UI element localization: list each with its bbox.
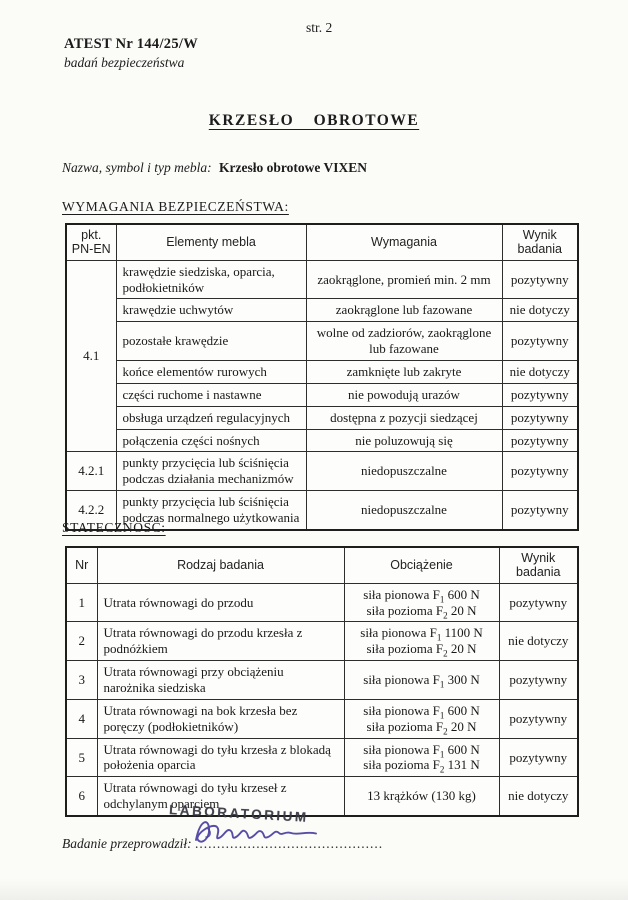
column-header: Nr — [66, 547, 97, 583]
column-header: Wymagania — [306, 224, 502, 260]
column-header: Obciążenie — [344, 547, 499, 583]
table-cell: 4.2.2 — [66, 491, 116, 530]
table-cell: Utrata równowagi do tyłu krzeseł z odchylanym oparciem — [97, 777, 344, 816]
table-cell: 4.1 — [66, 260, 116, 452]
table-cell: siła pionowa $F_1$ 600 N siła pozioma $F_2$ 20 N — [344, 583, 499, 622]
table-cell: krawędzie uchwytów — [116, 299, 306, 322]
table-cell: wolne od zadziorów, zaokrąglone lub fazowane — [306, 322, 502, 361]
table-cell: pozytywny — [502, 322, 578, 361]
table-row — [66, 383, 578, 406]
table-cell: pozytywny — [499, 661, 578, 700]
table-cell: pozostałe krawędzie — [116, 322, 306, 361]
table-cell: pozytywny — [502, 406, 578, 429]
table-row — [66, 429, 578, 452]
atest-subtitle: badań bezpieczeństwa — [64, 55, 185, 70]
stability-table-header-row — [66, 547, 578, 583]
table-cell: nie dotyczy — [499, 777, 578, 816]
table-cell: pozytywny — [502, 260, 578, 299]
atest-number: ATEST Nr 144/25/W — [64, 36, 199, 52]
table-cell: Utrata równowagi na bok krzesła bez poręczy (podłokietników) — [97, 699, 344, 738]
table-cell: pozytywny — [502, 452, 578, 491]
table-cell: niedopuszczalne — [306, 491, 502, 530]
table-cell: siła pionowa $F_1$ 600 N siła pozioma $F_2$ 131 N — [344, 738, 499, 777]
laboratorium-stamp: LABORATORIUM — [168, 802, 310, 825]
column-header: Wynik badania — [502, 224, 578, 260]
table-cell: Utrata równowagi do przodu krzesła z podnóżkiem — [97, 622, 344, 661]
table-cell: Utrata równowagi do tyłu krzesła z blokadą położenia oparcia — [97, 738, 344, 777]
table-cell: 6 — [66, 777, 97, 816]
table-cell: pozytywny — [502, 429, 578, 452]
table-cell: końce elementów rurowych — [116, 361, 306, 384]
stability-table — [65, 546, 579, 817]
table-row — [66, 322, 578, 361]
table-cell: nie dotyczy — [502, 361, 578, 384]
table-cell: punkty przycięcia lub ściśnięcia podczas działania mechanizmów — [116, 452, 306, 491]
table-cell: pozytywny — [499, 699, 578, 738]
table-row — [66, 260, 578, 299]
table-cell: 3 — [66, 661, 97, 700]
document-title: KRZESŁO OBROTOWE — [208, 112, 420, 129]
table-cell: nie powodują urazów — [306, 383, 502, 406]
table-cell: Utrata równowagi przy obciążeniu narożnika siedziska — [97, 661, 344, 700]
table-row — [66, 452, 578, 491]
page-number: str. 2 — [306, 20, 333, 35]
table-cell: Utrata równowagi do przodu — [97, 583, 344, 622]
table-row — [66, 622, 578, 661]
product-line — [62, 160, 367, 176]
product-value: Krzesło obrotowe VIXEN — [219, 160, 367, 175]
table-cell: krawędzie siedziska, oparcia, podłokietników — [116, 260, 306, 299]
stability-section-heading: STATECZNOŚĆ: — [62, 520, 166, 535]
safety-section-heading: WYMAGANIA BEZPIECZEŃSTWA: — [62, 199, 289, 214]
table-row — [66, 583, 578, 622]
column-header: Rodzaj badania — [97, 547, 344, 583]
signature-dotted-line: ........................................... — [195, 836, 384, 851]
signature-icon — [186, 812, 336, 850]
table-cell: siła pionowa $F_1$ 1100 N siła pozioma $F_2$ 20 N — [344, 622, 499, 661]
table-cell: zaokrąglone lub fazowane — [306, 299, 502, 322]
safety-table-header-row — [66, 224, 578, 260]
safety-table — [65, 223, 579, 531]
table-row — [66, 661, 578, 700]
table-cell: zaokrąglone, promień min. 2 mm — [306, 260, 502, 299]
examiner-label: Badanie przeprowadził: — [62, 836, 192, 851]
column-header: Elementy mebla — [116, 224, 306, 260]
table-cell: 5 — [66, 738, 97, 777]
table-cell: siła pionowa $F_1$ 600 N siła pozioma $F_2$ 20 N — [344, 699, 499, 738]
table-cell: nie dotyczy — [502, 299, 578, 322]
table-cell: nie dotyczy — [499, 622, 578, 661]
table-cell: dostępna z pozycji siedzącej — [306, 406, 502, 429]
table-row — [66, 299, 578, 322]
stability-table-container — [65, 546, 579, 817]
table-row — [66, 699, 578, 738]
table-cell: zamknięte lub zakryte — [306, 361, 502, 384]
table-row — [66, 777, 578, 816]
table-row — [66, 738, 578, 777]
table-cell: obsługa urządzeń regulacyjnych — [116, 406, 306, 429]
table-cell: połączenia części nośnych — [116, 429, 306, 452]
table-cell: 4 — [66, 699, 97, 738]
table-cell: 13 krążków (130 kg) — [344, 777, 499, 816]
table-row — [66, 406, 578, 429]
table-cell: 1 — [66, 583, 97, 622]
table-cell: niedopuszczalne — [306, 452, 502, 491]
product-label: Nazwa, symbol i typ mebla: — [62, 160, 212, 175]
table-row — [66, 361, 578, 384]
table-cell: pozytywny — [502, 491, 578, 530]
table-cell: pozytywny — [502, 383, 578, 406]
table-cell: 2 — [66, 622, 97, 661]
table-cell: siła pionowa $F_1$ 300 N — [344, 661, 499, 700]
table-cell: pozytywny — [499, 583, 578, 622]
table-cell: punkty przycięcia lub ściśnięcia podczas normalnego użytkowania — [116, 491, 306, 530]
table-cell: części ruchome i nastawne — [116, 383, 306, 406]
table-cell: pozytywny — [499, 738, 578, 777]
table-cell: nie poluzowują się — [306, 429, 502, 452]
safety-table-container — [65, 223, 579, 531]
table-cell: 4.2.1 — [66, 452, 116, 491]
column-header: pkt. PN-EN — [66, 224, 116, 260]
column-header: Wynik badania — [499, 547, 578, 583]
